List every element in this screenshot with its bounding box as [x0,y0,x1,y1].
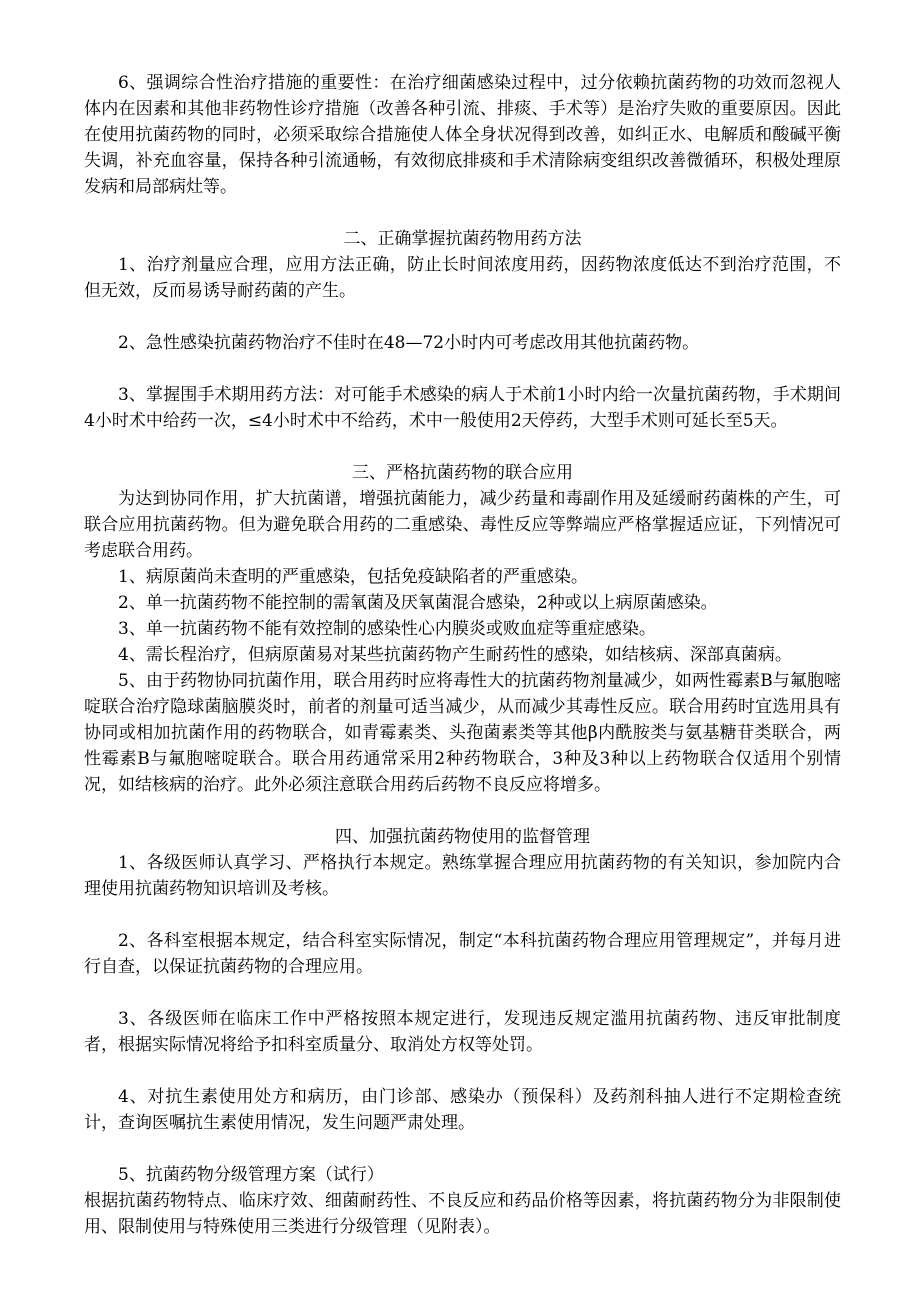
section-heading-dosage-methods: 二、正确掌握抗菌药物用药方法 [343,229,582,249]
paragraph-supervision-5-body: 根据抗菌药物特点、临床疗效、细菌耐药性、不良反应和药品价格等因素，将抗菌药物分为非限制使用、限制使用与特殊使用三类进行分级管理（见附表）。 [84,1191,841,1237]
list-item-combination-5: 5、由于药物协同抗菌作用，联合用药时应将毒性大的抗菌药物剂量减少，如两性霉素B与氟胞嘧啶联合治疗隐球菌脑膜炎时，前者的剂量可适当减少，从而减少其毒性反应。联合用药时宜选用具有协同或相加抗菌作用的药物联合，如青霉素类、头孢菌素类等其他β内酰胺类与氨基糖苷类联合，两性霉素B与氟胞嘧啶联合。联合用药通常采用2种药物联合，3种及3种以上药物联合仅适用个别情况，如结核病的治疗。此外必须注意联合用药后药物不良反应将增多。 [84,671,841,795]
spacer [84,200,841,226]
paragraph-dosage-1: 1、治疗剂量应合理，应用方法正确，防止长时间浓度用药，因药物浓度低达不到治疗范围，不但无效，反而易诱导耐药菌的产生。 [84,255,841,301]
spacer [84,902,841,928]
paragraph-supervision-4: 4、对抗生素使用处方和病历，由门诊部、感染办（预保科）及药剂科抽人进行不定期检查统计，查询医嘱抗生素使用情况，发生问题严肃处理。 [84,1087,841,1133]
spacer [84,356,841,382]
paragraph-supervision-5-title: 5、抗菌药物分级管理方案（试行） [118,1165,384,1185]
paragraph-dosage-3: 3、掌握围手术期用药方法：对可能手术感染的病人于术前1小时内给一次量抗菌药物，手术期间4小时术中给药一次，≤4小时术中不给药，术中一般使用2天停药，大型手术则可延长至5天。 [84,385,841,431]
spacer [84,980,841,1006]
document-page [84,70,841,1240]
spacer [84,1058,841,1084]
spacer [84,434,841,460]
list-item-combination-4: 4、需长程治疗，但病原菌易对某些抗菌药物产生耐药性的感染，如结核病、深部真菌病。 [118,645,792,665]
paragraph-supervision-2: 2、各科室根据本规定，结合科室实际情况，制定“本科抗菌药物合理应用管理规定”，并每月进行自查，以保证抗菌药物的合理应用。 [84,931,841,977]
paragraph-supervision-3: 3、各级医师在临床工作中严格按照本规定进行，发现违反规定滥用抗菌药物、违反审批制度者，根据实际情况将给予扣科室质量分、取消处方权等处罚。 [84,1009,841,1055]
list-item-combination-1: 1、病原菌尚未查明的严重感染，包括免疫缺陷者的严重感染。 [118,567,588,587]
spacer [84,1136,841,1162]
spacer [84,798,841,824]
paragraph-comprehensive-treatment: 6、强调综合性治疗措施的重要性：在治疗细菌感染过程中，过分依赖抗菌药物的功效而忽视人体内在因素和其他非药物性诊疗措施（改善各种引流、排痰、手术等）是治疗失败的重要原因。因此在使用抗菌药物的同时，必须采取综合措施使人体全身状况得到改善，如纠正水、电解质和酸碱平衡失调，补充血容量，保持各种引流通畅，有效彻底排痰和手术清除病变组织改善微循环，积极处理原发病和局部病灶等。 [84,73,841,197]
spacer [84,304,841,330]
section-heading-supervision: 四、加强抗菌药物使用的监督管理 [335,827,590,847]
list-item-combination-3: 3、单一抗菌药物不能有效控制的感染性心内膜炎或败血症等重症感染。 [118,619,656,639]
paragraph-dosage-2: 2、急性感染抗菌药物治疗不佳时在48—72小时内可考虑改用其他抗菌药物。 [118,333,700,353]
paragraph-supervision-1: 1、各级医师认真学习、严格执行本规定。熟练掌握合理应用抗菌药物的有关知识，参加院内合理使用抗菌药物知识培训及考核。 [84,853,841,899]
list-item-combination-2: 2、单一抗菌药物不能控制的需氧菌及厌氧菌混合感染，2种或以上病原菌感染。 [118,593,718,613]
section-heading-combination: 三、严格抗菌药物的联合应用 [352,463,573,483]
paragraph-combination-intro: 为达到协同作用，扩大抗菌谱，增强抗菌能力，减少药量和毒副作用及延缓耐药菌株的产生，可联合应用抗菌药物。但为避免联合用药的二重感染、毒性反应等弊端应严格掌握适应证，下列情况可考虑联合用药。 [84,489,841,561]
